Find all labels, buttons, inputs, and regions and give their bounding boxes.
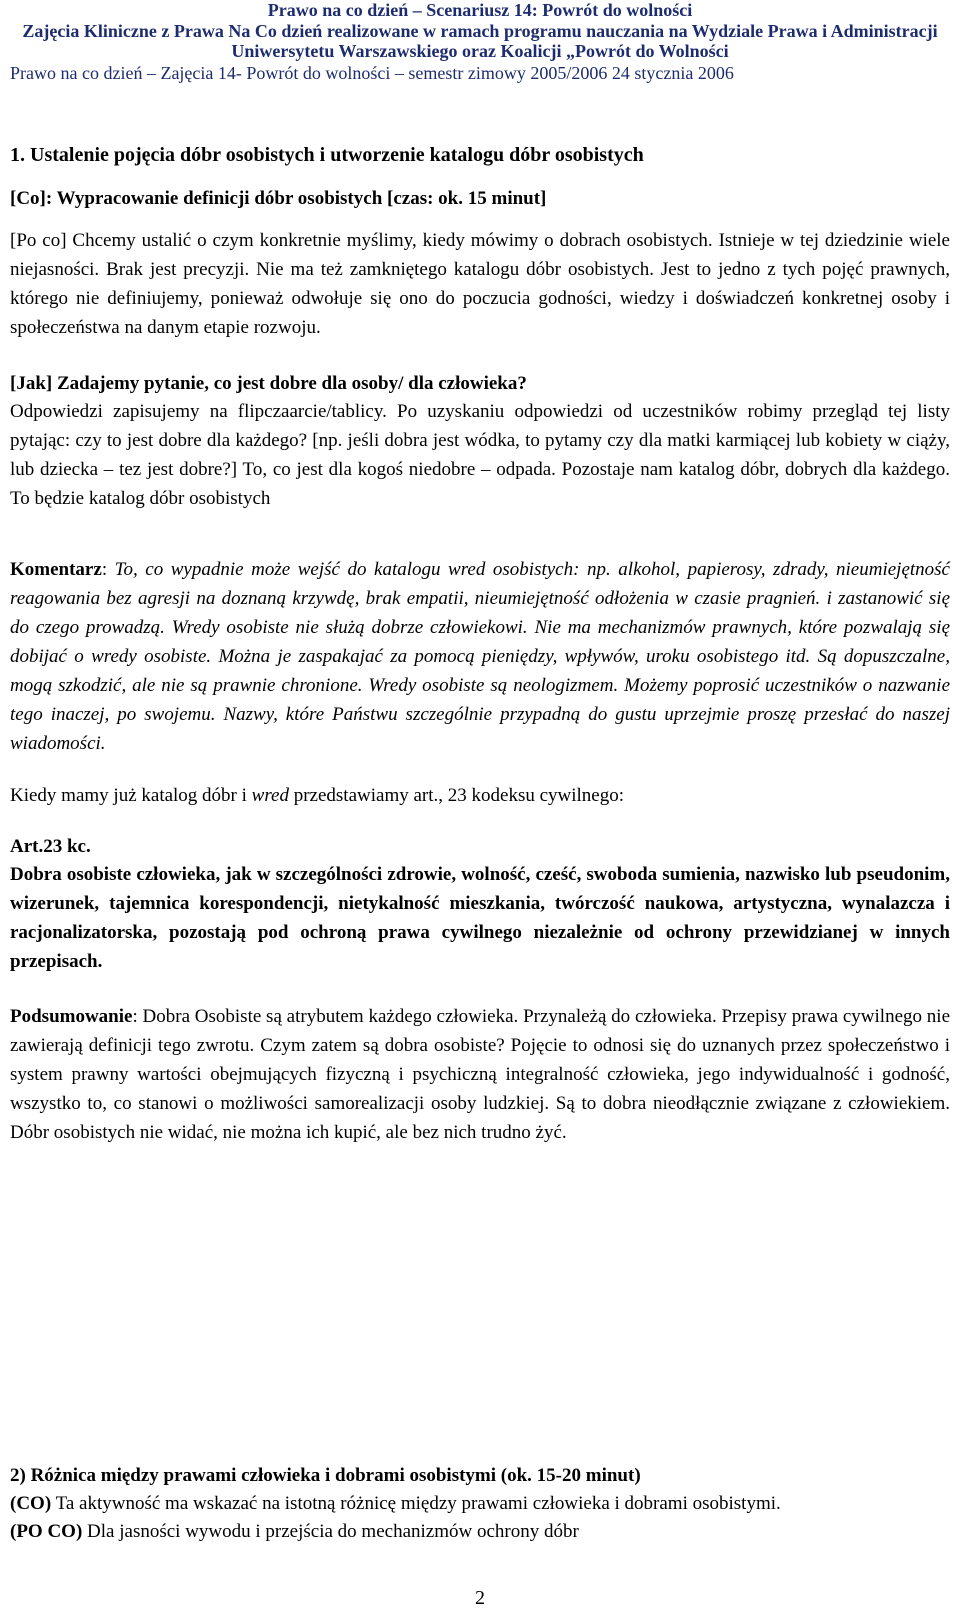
section-2-title: 2) Różnica między prawami człowieka i dobrami osobistymi (ok. 15-20 minut) <box>10 1465 641 1486</box>
article-23-text: Dobra osobiste człowieka, jak w szczególności zdrowie, wolność, cześć, swoboda sumienia, nazwisko lub pseudonim, wizerunek, tajemnica korespondencji, nietykalność mieszkania, twórczość naukowa, artystyczna, wynalazcza i racjonalizatorska, pozostają pod ochroną prawa cywilnego niezależnie od ochrony przewidzianej w innych przepisach. <box>10 864 950 972</box>
podsumowanie-label: Podsumowanie <box>10 1006 133 1027</box>
podsumowanie-text: Dobra Osobiste są atrybutem każdego człowieka. Przynależą do człowieka. Przepisy prawa cywilnego nie zawierają definicji tego zwrotu. Czym zatem są dobra osobiste? Pojęcie to odnosi się do uznanych przez społeczeństwo i system prawny wartości obejmujących fizyczną i psychiczną integralność człowieka, jego indywidualność i godność, wszystko to, co stanowi o możliwości samorealizacji osoby ludzkiej. Są to dobra nieodłącznie związane z człowiekiem. Dóbr osobistych nie widać, nie można ich kupić, ale bez nich trudno żyć. <box>10 1006 951 1143</box>
section-2-co-label: (CO) <box>10 1493 52 1514</box>
komentarz-text: To, co wypadnie może wejść do katalogu wred osobistych: np. alkohol, papierosy, zdrady, nieumiejętność reagowania bez agresji na doznaną krzywdę, brak empatii, nieumiejętność odłożenia w czasie pragnień. i zastanowić się do czego prowadzą. Wredy osobiste nie służą dobrze człowiekowi. Nie ma mechanizmów prawnych, które pozwalają się dobijać o wredy osobiste. Można je zaspakajać za pomocą pieniędzy, wpływów, uroku osobistego itd. Są dopuszczalne, mogą szkodzić, ale nie są prawnie chronione. <box>10 559 950 696</box>
section-2-poco <box>10 1518 950 1545</box>
section-1-jak-text: Odpowiedzi zapisujemy na flipczaarcie/tablicy. Po uzyskaniu odpowiedzi od uczestników robimy przegląd tej listy pytając: czy to jest dobre dla każdego? [np. jeśli dobra jest wódka, to pytamy czy dla matki karmiącej lub kobiety w ciąży, lub dziecka – tez jest dobre?] To, co jest dla kogoś niedobre – odpada. Pozostaje nam katalog dóbr, dobrych dla każdego. To będzie katalog dóbr osobistych <box>10 401 950 509</box>
section-1-podsumowanie: Podsumowanie: Dobra Osobiste są atrybutem każdego człowieka. Przynależą do człowieka. Przepisy prawa cywilnego nie zawierają definicji tego zwrotu. Czym zatem są dobra osobiste? Pojęcie to odnosi się do uznanych przez społeczeństwo i system prawny wartości obejmujących fizyczną i psychiczną integralność człowieka, jego indywidualność i godność, wszystko to, co stanowi o możliwości samorealizacji osoby ludzkiej. Są to dobra nieodłącznie związane z człowiekiem. Dóbr osobistych nie widać, nie można ich kupić, ale bez nich trudno żyć. <box>10 1006 951 1143</box>
header-line-3: Uniwersytetu Warszawskiego oraz Koalicji „Powrót do Wolności <box>231 41 729 61</box>
page-number: 2 <box>475 1587 485 1609</box>
header-line-2: Zajęcia Kliniczne z Prawa Na Co dzień realizowane w ramach programu nauczania na Wydziale Prawa i Administracji <box>22 20 938 41</box>
section-1-jak-question: [Jak] Zadajemy pytanie, co jest dobre dla osoby/ dla człowieka? <box>10 373 527 394</box>
header-line-4: Prawo na co dzień – Zajęcia 14- Powrót do wolności – semestr zimowy 2005/2006 24 stycznia 2006 <box>10 62 734 83</box>
kiedy-text-italic: wred <box>251 785 289 806</box>
section-2 <box>10 1462 950 1545</box>
komentarz-label: Komentarz <box>10 559 102 580</box>
section-1-kiedy <box>10 782 950 809</box>
section-2-co-text: Ta aktywność ma wskazać na istotną różnicę między prawami człowieka i dobrami osobistymi. <box>51 1493 781 1514</box>
section-1 <box>10 142 950 1147</box>
section-1-co: [Co]: Wypracowanie definicji dóbr osobistych [czas: ok. 15 minut] <box>10 188 547 209</box>
header-line-1: Prawo na co dzień – Scenariusz 14: Powrót do wolności <box>267 0 693 20</box>
section-2-poco-label: (PO CO) <box>10 1521 83 1542</box>
article-23-title: Art.23 kc. <box>10 836 91 857</box>
section-1-komentarz: Komentarz: To, co wypadnie może wejść do katalogu wred osobistych: np. alkohol, papierosy, zdrady, nieumiejętność reagowania bez agresji na doznaną krzywdę, brak empatii, nieumiejętność odłożenia w czasie pragnień. i zastanowić się do czego prowadzą. Wredy osobiste nie służą dobrze człowiekowi. Nie ma mechanizmów prawnych, które pozwalają się dobijać o wredy osobiste. Można je zaspakajać za pomocą pieniędzy, wpływów, uroku osobistego itd. Są dopuszczalne, mogą szkodzić, ale nie są prawnie chronione. Wredy osobiste są neologizmem. Możemy poprosić uczestników o nazwanie tego inaczej, po swojemu. Nazwy, które Państwu szczególnie przypadną do gustu uprzejmie proszę przesłać do naszej wiadomości. <box>10 559 950 754</box>
section-1-po-co: [Po co] Chcemy ustalić o czym konkretnie myślimy, kiedy mówimy o dobrach osobistych. Istnieje w tej dziedzinie wiele niejasności. Brak jest precyzji. Nie ma też zamkniętego katalogu dóbr osobistych. Jest to jedno z tych pojęć prawnych, którego nie definiujemy, ponieważ odwołuje się ono do poczucia godności, wiedzy i doświadczeń konkretnej osoby i społeczeństwa na danym etapie rozwoju. <box>10 230 950 338</box>
section-2-co <box>10 1489 950 1518</box>
kiedy-text-b: przedstawiamy art., 23 kodeksu cywilnego: <box>288 785 625 806</box>
kiedy-text-a: Kiedy mamy już katalog dóbr i <box>10 785 252 806</box>
document-header <box>10 0 950 84</box>
section-2-poco-text: Dla jasności wywodu i przejścia do mechanizmów ochrony dóbr <box>82 1521 579 1542</box>
komentarz-text-2: Wredy osobiste są neologizmem. Możemy poprosić uczestników o nazwanie tego inaczej, po swojemu. Nazwy, które Państwu szczególnie przypadną do gustu uprzejmie proszę przesłać do naszej wiadomości. <box>10 675 950 754</box>
section-1-title: 1. Ustalenie pojęcia dóbr osobistych i utworzenie katalogu dóbr osobistych <box>10 144 644 166</box>
